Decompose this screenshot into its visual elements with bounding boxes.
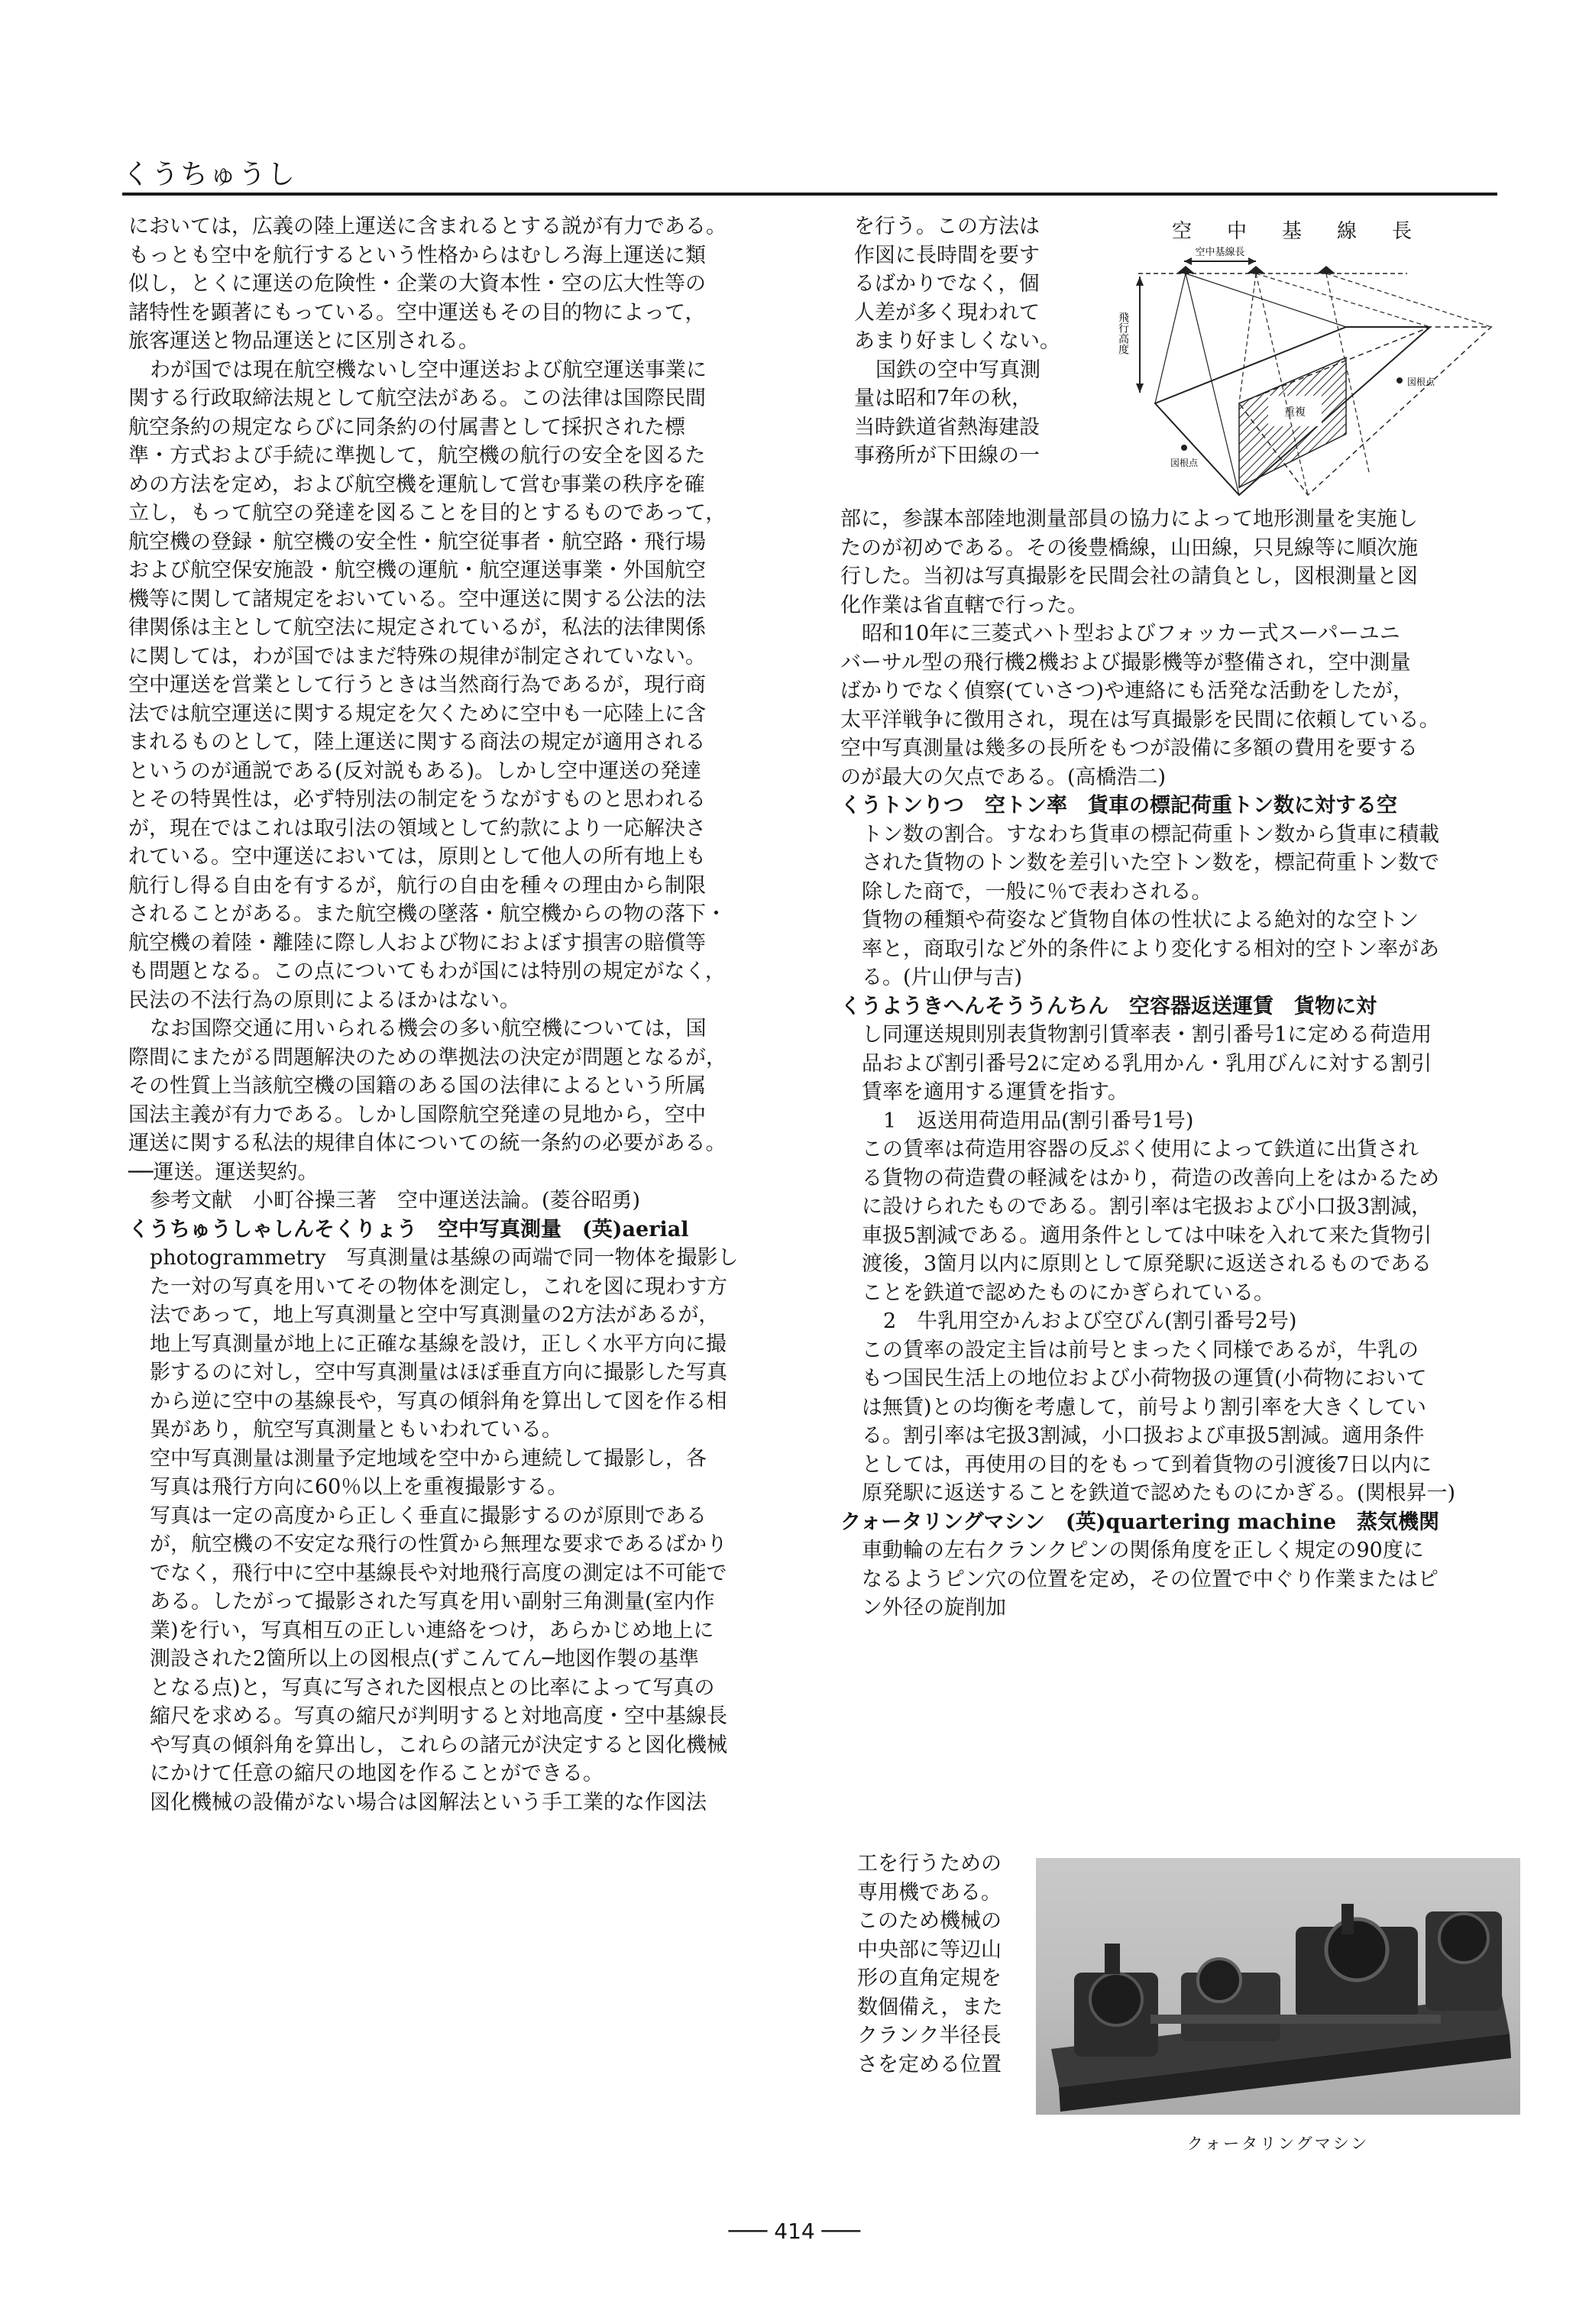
- text-line: も問題となる。この点についてもわが国には特別の規定がなく，: [128, 960, 726, 983]
- text-line: るばかりでなく，個: [854, 272, 1040, 296]
- entry-heading: くうトンりつ 空トン率 貨車の標記荷重トン数に対する空: [840, 794, 1397, 817]
- text-line: にかけて任意の縮尺の地図を作ることができる。: [150, 1762, 604, 1785]
- text-line: 太平洋戦争に徴用され，現在は写真撮影を民間に依頼している。: [840, 707, 1440, 732]
- text-line: のが最大の欠点である。(高橋浩二): [840, 765, 1167, 789]
- text-line: なるようピン穴の位置を定め，その位置で中ぐり作業またはピ: [862, 1567, 1439, 1591]
- camera-icon: [1176, 266, 1195, 274]
- quartering-machine-photo: [1036, 1858, 1520, 2115]
- text-line: 中央部に等辺山: [857, 1937, 1002, 1962]
- text-line: 旅客運送と物品運送とに区別される。: [128, 329, 479, 353]
- control-point-label: 図根点: [1170, 458, 1199, 468]
- text-line: 地上写真測量が地上に正確な基線を設け，正しく水平方向に撮: [150, 1332, 727, 1356]
- text-line: さを定める位置: [857, 2052, 1002, 2076]
- text-line: 航行し得る自由を有するが，航行の自由を種々の理由から制限: [128, 873, 706, 898]
- text-line: 準・方式および手続に準拠して，航空機の航行の安全を図るた: [128, 444, 706, 468]
- cross-reference: ──運送。運送契約。: [128, 1160, 319, 1184]
- machine-illustration: [1036, 1858, 1520, 2115]
- text-line: し同運送規則別表貨物割引賃率表・割引番号1に定める荷造用: [862, 1023, 1432, 1047]
- text-line: たのが初めである。その後豊橋線，山田線，只見線等に順次施: [840, 536, 1418, 560]
- text-line: photogrammetry 写真測量は基線の両端で同一物体を撮影し: [150, 1246, 739, 1270]
- text-line: その性質上当該航空機の国籍のある国の法律によるという所属: [128, 1074, 706, 1098]
- text-line: が，航空機の不安定な飛行の性質から無理な要求であるばかり: [150, 1533, 727, 1556]
- text-line: る貨物の荷造費の軽減をはかり，荷造の改善向上をはかるため: [862, 1166, 1439, 1190]
- text-line: 航空機の登録・航空機の安全性・航空従事者・航空路・飛行場: [128, 529, 706, 554]
- control-point-marker: [1181, 445, 1187, 451]
- text-line: 際間にまたがる問題解決のための準拠法の決定が問題となるが，: [128, 1045, 727, 1070]
- text-line: ばかりでなく偵察(ていさつ)や連絡にも活発な活動をしたが，: [840, 679, 1414, 703]
- control-point-marker: [1396, 377, 1403, 384]
- text-line: 車動輪の左右クランクピンの関係角度を正しく規定の90度に: [862, 1539, 1424, 1562]
- text-line: 量は昭和7年の秋，: [854, 387, 1033, 410]
- text-line: 人差が多く現われて: [854, 300, 1040, 325]
- text-line: 貨物の種類や荷姿など貨物自体の性状による絶対的な空トン: [862, 908, 1419, 932]
- text-line: でなく，飛行中に空中基線長や対地飛行高度の測定は不可能で: [150, 1561, 727, 1585]
- text-line: 関する行政取締法規として航空法がある。この法律は国際民間: [128, 387, 706, 410]
- text-line: というのが通説である(反対説もある)。しかし空中運送の発達: [128, 759, 702, 783]
- text-line: 航空条約の規定ならびに同条約の付属書として採択された標: [128, 415, 685, 439]
- text-line: 民法の不法行為の原則によるほかはない。: [128, 988, 520, 1012]
- text-line: 空中写真測量は測量予定地域を空中から連続して撮影し，各: [150, 1446, 707, 1471]
- text-line: 部に，参謀本部陸地測量部員の協力によって地形測量を実施し: [840, 507, 1418, 531]
- running-header: くうちゅうし: [122, 159, 297, 190]
- text-line: 率と，商取引など外的条件により変化する相対的空トン率があ: [862, 937, 1439, 961]
- text-line: 作図に長時間を要す: [854, 243, 1040, 267]
- right-top-column: [854, 212, 1083, 471]
- text-line: とその特異性は，必ず特別法の制定をうながすものと思われる: [128, 788, 706, 811]
- text-line: 影するのに対し，空中写真測量はほぼ垂直方向に撮影した写真: [150, 1361, 727, 1384]
- header-rule: [122, 193, 1497, 196]
- figure-title: 空 中 基 線 長: [1171, 220, 1419, 243]
- text-line: 写真は一定の高度から正しく垂直に撮影するのが原則である: [150, 1503, 707, 1528]
- page-number: ─── 414 ───: [728, 2219, 861, 2244]
- text-line: 数個備え，また: [857, 1995, 1003, 2019]
- text-line: 業)を行い，写真相互の正しい連絡をつけ，あらかじめ地上に: [150, 1618, 714, 1643]
- text-line: 運送に関する私法的規律自体についての統一条約の必要がある。: [128, 1131, 727, 1155]
- text-line: を行う。この方法は: [854, 215, 1040, 238]
- text-line: 空中運送を営業として行うときは当然商行為であるが，現行商: [128, 673, 706, 697]
- references-line: 参考文献 小町谷操三著 空中運送法論。(菱谷昭勇): [150, 1189, 641, 1212]
- text-line: 航空機の着陸・離陸に際し人および物におよぼす損害の賠償等: [128, 931, 706, 955]
- text-line: クランク半径長: [857, 2024, 1002, 2047]
- camera-icon: [1247, 266, 1265, 274]
- text-line: ある。したがって撮影された写真を用い副射三角測量(室内作: [150, 1590, 715, 1614]
- text-line: された貨物のトン数を差引いた空トン数を，標記荷重トン数で: [862, 851, 1439, 875]
- text-line: れている。空中運送においては，原則として他人の所有地上も: [128, 845, 706, 869]
- text-line: 法であって，地上写真測量と空中写真測量の2方法があるが，: [150, 1303, 720, 1327]
- text-line: 行した。当初は写真撮影を民間会社の請負とし，図根測量と図: [840, 565, 1418, 588]
- text-line: もつ国民生活上の地位および小荷物扱の運賃(小荷物において: [862, 1367, 1427, 1390]
- text-line: もっとも空中を航行するという性格からはむしろ海上運送に類: [128, 243, 706, 267]
- overlap-label: 重複: [1284, 406, 1306, 419]
- baseline-label: 空中基線長: [1195, 247, 1245, 258]
- text-line: 2 牛乳用空かんおよび空びん(割引番号2号): [883, 1309, 1297, 1333]
- text-line: 異があり，航空写真測量ともいわれている。: [150, 1418, 562, 1442]
- text-line: 縮尺を求める。写真の縮尺が判明すると対地高度・空中基線長: [150, 1704, 727, 1728]
- text-line: から逆に空中の基線長や，写真の傾斜角を算出して図を作る相: [150, 1389, 727, 1413]
- text-line: 賃率を適用する運賃を指す。: [862, 1080, 1128, 1104]
- text-line: あまり好ましくない。: [854, 329, 1060, 353]
- camera-icon: [1317, 266, 1335, 274]
- text-line: に設けられたものである。割引率は宅扱および小口扱3割減，: [862, 1195, 1432, 1219]
- text-line: 化作業は省直轄で行った。: [840, 593, 1088, 617]
- text-line: 専用機である。: [857, 1880, 1002, 1905]
- text-line: 国鉄の空中写真測: [875, 358, 1040, 382]
- text-line: 似し，とくに運送の危険性・企業の大資本性・空の広大性等の: [128, 272, 706, 296]
- text-line: バーサル型の飛行機2機および撮影機等が整備され，空中測量: [840, 650, 1411, 675]
- text-line: は無賃)との均衡を考慮して，前号より割引率を大きくしてい: [862, 1395, 1426, 1419]
- text-line: 工を行うための: [857, 1852, 1002, 1876]
- photo-caption: クォータリングマシン: [1186, 2135, 1370, 2153]
- text-line: および航空保安施設・航空機の運航・航空運送事業・外国航空: [128, 558, 706, 582]
- entry-heading: くうちゅうしゃしんそくりょう 空中写真測量 (英)aerial: [128, 1217, 689, 1241]
- text-line: この賃率は荷造用容器の反ぷく使用によって鉄道に出貨され: [862, 1138, 1419, 1161]
- text-line: となる点)と，写真に写された図根点との比率によって写真の: [150, 1675, 715, 1700]
- text-line: 昭和10年に三菱式ハト型およびフォッカー式スーパーユニ: [862, 622, 1400, 646]
- text-line: されることがある。また航空機の墜落・航空機からの物の落下・: [128, 902, 727, 926]
- text-line: 当時鉄道省熱海建設: [854, 415, 1040, 439]
- text-line: や写真の傾斜角を算出し，これらの諸元が決定すると図化機械: [150, 1733, 727, 1757]
- text-line: る。割引率は宅扱3割減，小口扱および車扱5割減。適用条件: [862, 1424, 1425, 1448]
- right-bottom-column: [857, 1850, 1031, 2079]
- text-line: 渡後，3箇月以内に原則として原発駅に返送されるものである: [862, 1252, 1432, 1276]
- text-line: 写真は飛行方向に60％以上を重複撮影する。: [150, 1475, 568, 1499]
- text-line: トン数の割合。すなわち貨車の標記荷重トン数から貨車に積載: [862, 822, 1439, 846]
- text-line: 除した商で，一般に％で表わされる。: [862, 879, 1212, 904]
- text-line: わが国では現在航空機ないし空中運送および航空運送事業に: [150, 358, 707, 382]
- text-line: 律関係は主として航空法に規定されているが，私法的法律関係: [128, 616, 706, 639]
- text-line: 空中写真測量は幾多の長所をもつが設備に多額の費用を要する: [840, 736, 1418, 760]
- text-line: ン外径の旋削加: [862, 1596, 1006, 1620]
- aerial-baseline-diagram: [1094, 243, 1497, 521]
- text-line: が，現在ではこれは取引法の領域として約款により一応解決さ: [128, 816, 706, 840]
- text-line: 1 返送用荷造用品(割引番号1号): [883, 1109, 1194, 1133]
- text-line: この賃率の設定主旨は前号とまったく同様であるが，牛乳の: [862, 1338, 1419, 1362]
- text-line: においては，広義の陸上運送に含まれるとする説が有力である。: [128, 215, 727, 238]
- entry-heading: くうようきへんそううんちん 空容器返送運賃 貨物に対: [840, 994, 1377, 1018]
- text-line: 機等に関して諸規定をおいている。空中運送に関する公法的法: [128, 587, 706, 611]
- right-column: [840, 505, 1497, 1623]
- text-line: 諸特性を顕著にもっている。空中運送もその目的物によって，: [128, 300, 706, 325]
- text-line: た一対の写真を用いてその物体を測定し，これを図に現わす方: [150, 1274, 727, 1299]
- text-line: としては，再使用の目的をもって到着貨物の引渡後7日以内に: [862, 1452, 1432, 1477]
- text-line: 車扱5割減である。適用条件としては中味を入れて来た貨物引: [862, 1223, 1432, 1248]
- text-line: このため機械の: [857, 1909, 1002, 1933]
- left-column: [128, 212, 801, 1817]
- text-line: なお国際交通に用いられる機会の多い航空機については，国: [150, 1017, 707, 1041]
- text-line: 立し，もって航空の発達を図ることを目的とするものであって，: [128, 501, 727, 525]
- aerial-baseline-figure: [1094, 215, 1497, 521]
- text-line: めの方法を定め，および航空機を運航して営む事業の秩序を確: [128, 472, 705, 497]
- text-line: 形の直角定規を: [857, 1966, 1002, 1990]
- text-line: る。(片山伊与吉): [862, 966, 1023, 989]
- text-line: 原発駅に返送することを鉄道で認めたものにかぎる。(関根昇一): [862, 1481, 1456, 1505]
- height-label: 飛行高度: [1117, 312, 1129, 354]
- text-line: 法では航空運送に関する規定を欠くために空中も一応陸上に含: [128, 701, 706, 726]
- text-line: 品および割引番号2に定める乳用かん・乳用びんに対する割引: [862, 1051, 1432, 1076]
- text-line: ことを鉄道で認めたものにかぎられている。: [862, 1280, 1274, 1305]
- text-line: 測設された2箇所以上の図根点(ずこんてん─地図作製の基準: [150, 1647, 699, 1671]
- text-line: 事務所が下田線の一: [854, 444, 1040, 468]
- text-line: に関しては，わが国ではまだ特殊の規律が制定されていない。: [128, 644, 706, 668]
- control-point-label: 図根点: [1407, 377, 1435, 387]
- entry-heading: クォータリングマシン (英)quartering machine 蒸気機関: [840, 1510, 1439, 1534]
- text-line: まれるものとして，陸上運送に関する商法の規定が適用される: [128, 730, 706, 754]
- text-line: 国法主義が有力である。しかし国際航空発達の見地から，空中: [128, 1102, 706, 1127]
- text-line: 図化機械の設備がない場合は図解法という手工業的な作図法: [150, 1790, 707, 1814]
